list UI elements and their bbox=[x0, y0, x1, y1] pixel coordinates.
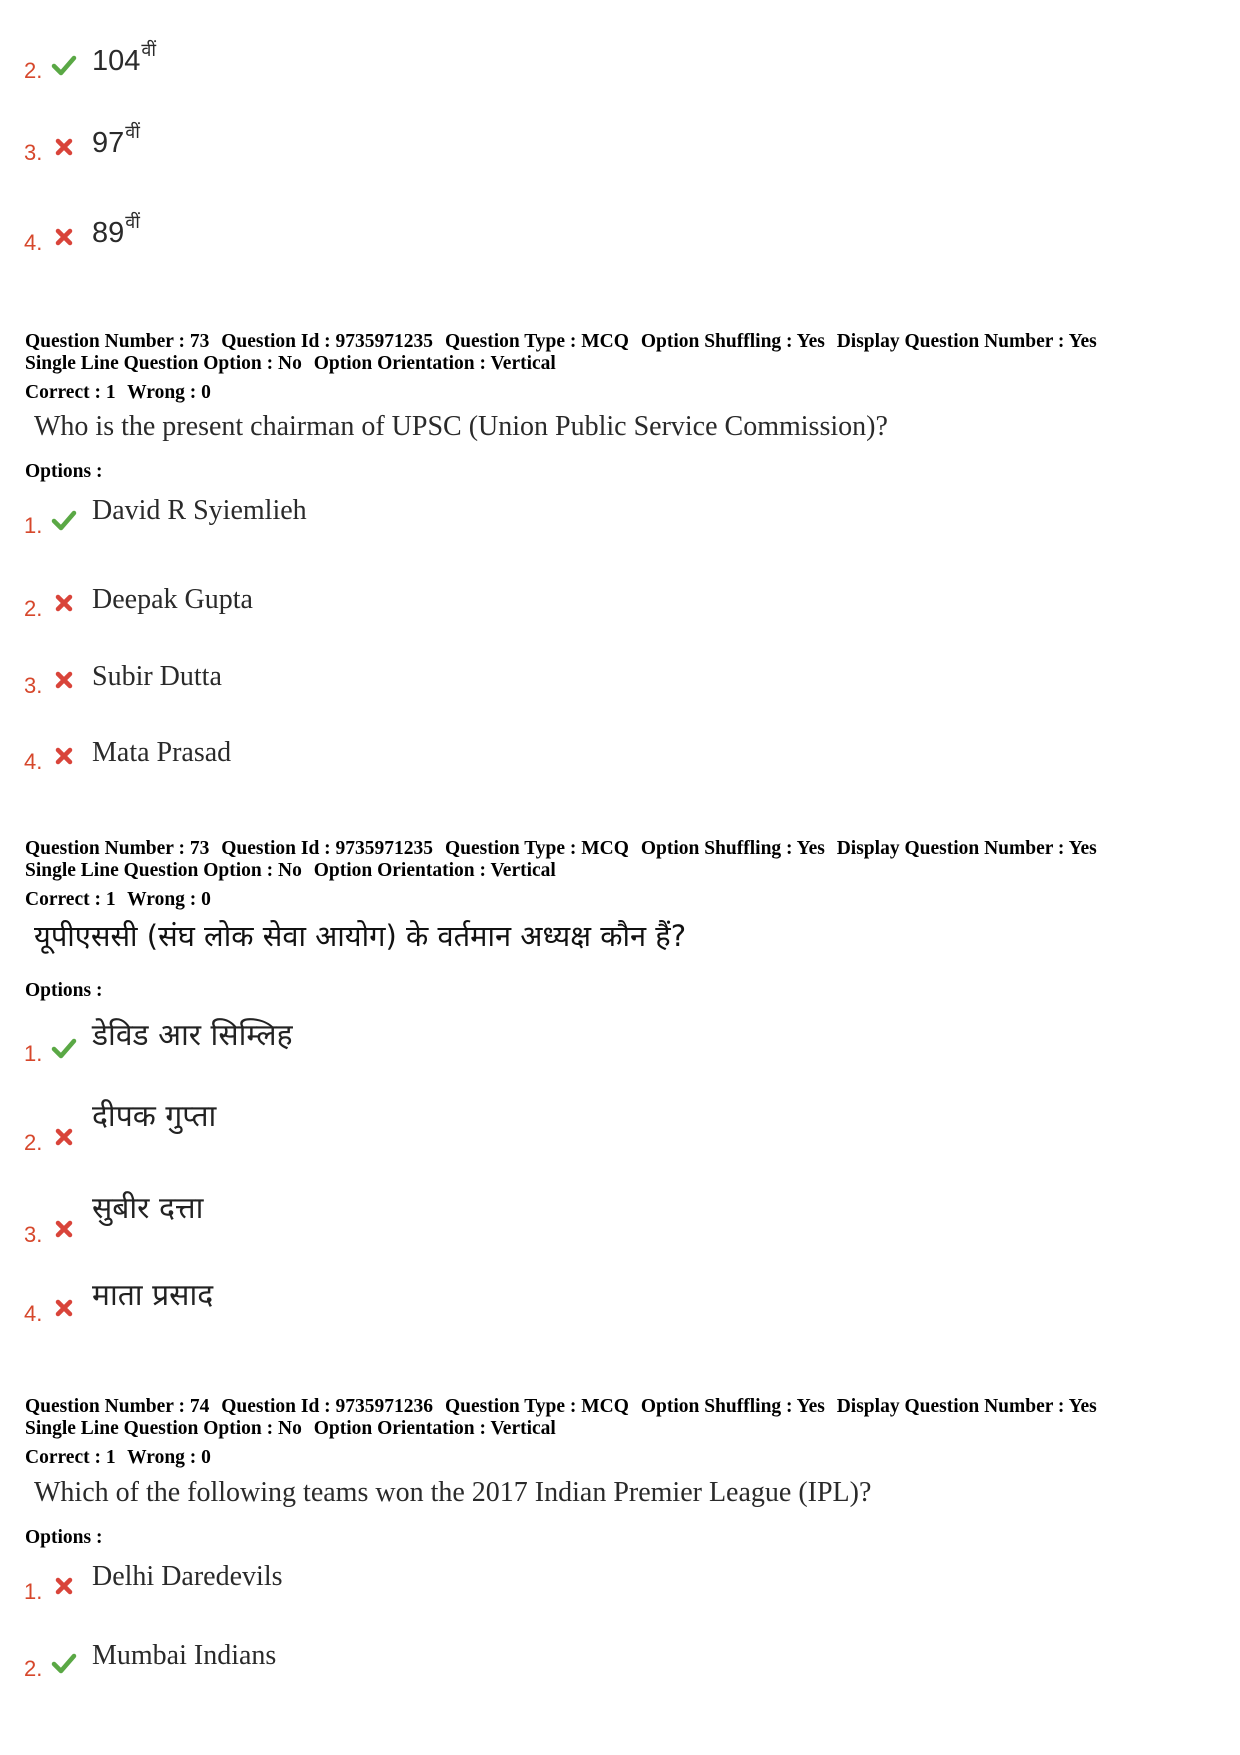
options-label: Options : bbox=[25, 980, 103, 1001]
option-number: 1. bbox=[24, 1579, 43, 1604]
question-marks: Correct : 1 Wrong : 0 bbox=[25, 1447, 211, 1468]
question-meta-line1: Question Number : 74 Question Id : 9735971236 Question Type : MCQ Option Shuffling : Yes Display Question Number : Yes bbox=[25, 1396, 1097, 1417]
question-meta-line2: Single Line Question Option : No Option Orientation : Vertical bbox=[25, 860, 556, 881]
option-text: $97^{वीं}$ bbox=[92, 122, 140, 159]
cross-icon bbox=[51, 1216, 77, 1242]
question-meta-line2: Single Line Question Option : No Option Orientation : Vertical bbox=[25, 1418, 556, 1439]
cross-icon bbox=[51, 1573, 77, 1599]
option-number: 2. bbox=[24, 1656, 43, 1681]
option-row[interactable] bbox=[24, 1620, 924, 1680]
options-label: Options : bbox=[25, 1527, 103, 1548]
option-text: Mumbai Indians bbox=[92, 1640, 277, 1671]
option-text: माता प्रसाद bbox=[92, 1278, 214, 1313]
option-number: 4. bbox=[24, 1301, 43, 1326]
option-text: Subir Dutta bbox=[92, 661, 222, 692]
option-row bbox=[24, 104, 924, 164]
option-row[interactable] bbox=[24, 1265, 924, 1325]
cross-icon bbox=[51, 134, 77, 160]
option-row[interactable] bbox=[24, 1186, 924, 1246]
cross-icon bbox=[51, 1124, 77, 1150]
option-text: दीपक गुप्ता bbox=[92, 1099, 217, 1134]
question-meta-line2: Single Line Question Option : No Option Orientation : Vertical bbox=[25, 353, 556, 374]
option-text: डेविड आर सिम्लिह bbox=[92, 1018, 293, 1053]
option-row bbox=[24, 194, 924, 254]
question-text: Which of the following teams won the 2017 Indian Premier League (IPL)? bbox=[34, 1477, 872, 1508]
option-number: 4. bbox=[24, 230, 43, 255]
option-text: David R Syiemlieh bbox=[92, 495, 307, 526]
question-marks: Correct : 1 Wrong : 0 bbox=[25, 382, 211, 403]
cross-icon bbox=[51, 667, 77, 693]
option-number: 3. bbox=[24, 1222, 43, 1247]
option-row[interactable] bbox=[24, 1543, 924, 1603]
option-number: 3. bbox=[24, 140, 43, 165]
option-number: 2. bbox=[24, 596, 43, 621]
question-meta-line1: Question Number : 73 Question Id : 9735971235 Question Type : MCQ Option Shuffling : Yes Display Question Number : Yes bbox=[25, 331, 1097, 352]
cross-icon bbox=[51, 743, 77, 769]
check-icon bbox=[51, 1035, 77, 1061]
question-text: Who is the present chairman of UPSC (Union Public Service Commission)? bbox=[34, 411, 888, 442]
option-number: 2. bbox=[24, 58, 43, 83]
option-text: Deepak Gupta bbox=[92, 584, 253, 615]
option-row[interactable] bbox=[24, 560, 924, 620]
options-label: Options : bbox=[25, 461, 103, 482]
option-number: 1. bbox=[24, 1041, 43, 1066]
option-text: सुबीर दत्ता bbox=[92, 1191, 204, 1226]
check-icon bbox=[51, 507, 77, 533]
check-icon bbox=[51, 1650, 77, 1676]
question-marks: Correct : 1 Wrong : 0 bbox=[25, 889, 211, 910]
option-row bbox=[24, 22, 924, 82]
option-text: $89^{वीं}$ bbox=[92, 212, 140, 249]
option-text: $104^{वीं}$ bbox=[92, 40, 157, 77]
option-row[interactable] bbox=[24, 477, 924, 537]
option-row[interactable] bbox=[24, 637, 924, 697]
option-row[interactable] bbox=[24, 1094, 924, 1154]
check-icon bbox=[51, 52, 77, 78]
option-number: 2. bbox=[24, 1130, 43, 1155]
option-text: Delhi Daredevils bbox=[92, 1561, 283, 1592]
cross-icon bbox=[51, 1295, 77, 1321]
option-text: Mata Prasad bbox=[92, 737, 232, 768]
cross-icon bbox=[51, 224, 77, 250]
option-number: 3. bbox=[24, 673, 43, 698]
option-number: 4. bbox=[24, 749, 43, 774]
option-number: 1. bbox=[24, 513, 43, 538]
cross-icon bbox=[51, 590, 77, 616]
option-row[interactable] bbox=[24, 1005, 924, 1065]
question-meta-line1: Question Number : 73 Question Id : 9735971235 Question Type : MCQ Option Shuffling : Yes Display Question Number : Yes bbox=[25, 838, 1097, 859]
question-text: यूपीएससी (संघ लोक सेवा आयोग) के वर्तमान अध्यक्ष कौन हैं? bbox=[34, 919, 687, 953]
option-row[interactable] bbox=[24, 713, 924, 773]
